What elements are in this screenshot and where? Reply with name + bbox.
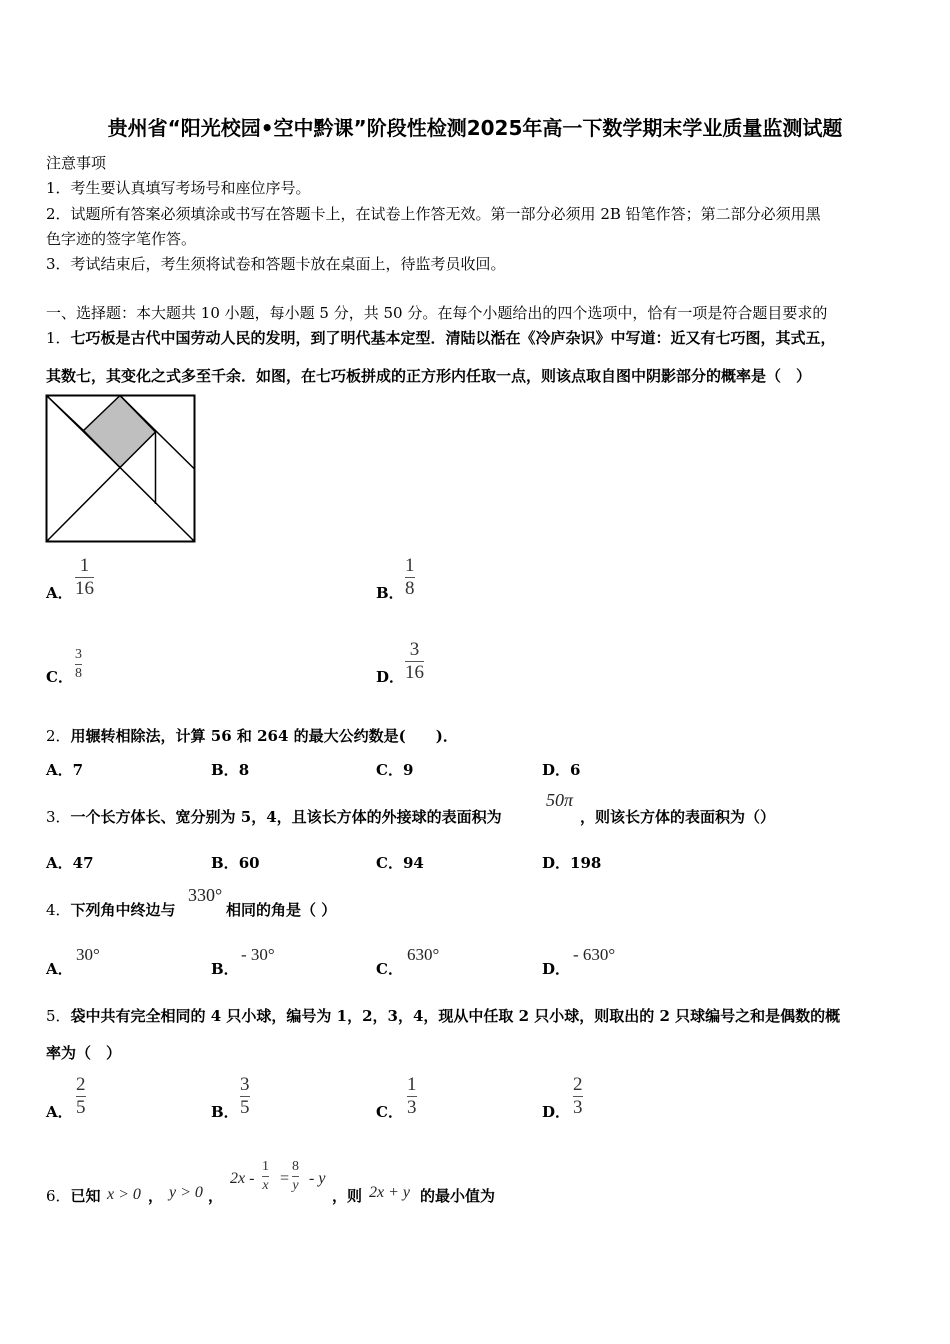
option-c: C．9 <box>376 761 414 779</box>
option-a-fraction: 2 5 <box>76 1074 86 1118</box>
option-a-value: 30° <box>76 945 100 964</box>
question-6-text: 6．已知 <box>46 1187 101 1205</box>
option-a: A．47 <box>46 854 94 872</box>
option-b-label: B． <box>211 960 239 978</box>
separator: ， <box>208 1187 224 1205</box>
option-a: A．7 <box>46 761 84 779</box>
option-a-label: A． <box>46 960 73 978</box>
question-5-text: 5．袋中共有完全相同的 4 只小球，编号为 1，2，3，4，现从中任取 2 只小球，则取出的 2 只球编号之和是偶数的概 <box>46 1007 841 1025</box>
page-title: 贵州省“阳光校园•空中黔课”阶段性检测2025年高一下数学期末学业质量监测试题 <box>107 116 843 140</box>
option-d-label: D． <box>542 1103 571 1121</box>
question-text: 用辗转相除法，计算 56 和 264 的最大公约数是( )． <box>70 727 458 745</box>
option-b-label: B． <box>376 584 404 602</box>
option-b-label: B． <box>211 1103 239 1121</box>
notice-item: 1．考生要认真填写考场号和座位序号。 <box>46 179 311 197</box>
notice-item: 2．试题所有答案必须填涂或书写在答题卡上，在试卷上作答无效。第一部分必须用 2B 铅笔作答；第二部分必须用黑 <box>46 205 821 223</box>
math-expression: 50π <box>546 790 574 810</box>
question-text: 其数七，其变化之式多至千余．如图，在七巧板拼成的正方形内任取一点，则该点取自图中阴影部分的概率是（ ） <box>46 367 812 385</box>
option-d-fraction: 3 16 <box>405 639 424 683</box>
option-c-value: 630° <box>407 945 440 964</box>
equation-fraction: 8 y <box>292 1159 299 1193</box>
equation-equals: = <box>280 1170 290 1187</box>
option-d-label: D． <box>376 668 405 686</box>
shaded-square <box>84 396 156 468</box>
option-d-fraction: 2 3 <box>573 1074 583 1118</box>
option-a-label: A． <box>46 1103 73 1121</box>
question-2-text <box>46 725 458 746</box>
question-text: 率为（ ） <box>46 1044 122 1062</box>
question-text: ，则该长方体的表面积为（） <box>580 808 776 826</box>
notice-item: 3．考试结束后，考生须将试卷和答题卡放在桌面上，待监考员收回。 <box>46 255 506 273</box>
option-a-fraction: 1 16 <box>75 555 94 599</box>
equation-right: - y <box>309 1170 326 1187</box>
option-c-label: C． <box>376 1103 403 1121</box>
option-c-label: C． <box>376 960 403 978</box>
option-c-label: C． <box>46 668 73 686</box>
question-text: 相同的角是（ ） <box>226 901 337 919</box>
notice-item: 色字迹的签字笔作答。 <box>46 230 197 248</box>
option-d: D．198 <box>542 854 602 872</box>
question-text: ，则 <box>332 1187 363 1205</box>
option-c: C．94 <box>376 854 424 872</box>
option-c-fraction: 3 8 <box>75 647 82 681</box>
option-b: B．8 <box>211 761 250 779</box>
math-expression: x > 0 <box>107 1186 141 1203</box>
notice-heading: 注意事项 <box>46 154 107 172</box>
option-d-value: - 630° <box>573 945 616 964</box>
option-a-label: A． <box>46 584 73 602</box>
option-b-fraction: 1 8 <box>405 555 415 599</box>
equation-left: 2x - <box>230 1170 255 1187</box>
question-text: 七巧板是古代中国劳动人民的发明，到了明代基本定型．清陆以湉在《冷庐杂识》中写道：近又有七巧图，其式五， <box>70 329 836 347</box>
option-d-label: D． <box>542 960 571 978</box>
question-number: 5． <box>46 1007 71 1025</box>
question-number: 3． <box>46 808 71 826</box>
question-number: 1． <box>46 329 71 347</box>
option-b-fraction: 3 5 <box>240 1074 250 1118</box>
question-1-text <box>46 327 836 348</box>
option-b: B．60 <box>211 854 260 872</box>
question-text: 的最小值为 <box>420 1187 496 1205</box>
question-3-text: 3．一个长方体长、宽分别为 5，4，且该长方体的外接球的表面积为 <box>46 808 502 826</box>
option-d: D．6 <box>542 761 581 779</box>
separator: ， <box>148 1187 164 1205</box>
question-4-text: 4．下列角中终边与 <box>46 901 176 919</box>
section-heading: 一、选择题：本大题共 10 小题，每小题 5 分，共 50 分。在每个小题给出的四个选项中，恰有一项是符合题目要求的 <box>46 304 828 322</box>
option-c-fraction: 1 3 <box>407 1074 417 1118</box>
math-expression: 330° <box>188 885 223 905</box>
question-number: 4． <box>46 901 71 919</box>
question-number: 6． <box>46 1187 71 1205</box>
math-expression: y > 0 <box>169 1184 203 1201</box>
question-number: 2． <box>46 727 71 745</box>
option-b-value: - 30° <box>241 945 275 964</box>
equation-fraction: 1 x <box>262 1159 269 1193</box>
tangram-figure <box>45 394 196 544</box>
math-expression: 2x + y <box>369 1184 410 1201</box>
